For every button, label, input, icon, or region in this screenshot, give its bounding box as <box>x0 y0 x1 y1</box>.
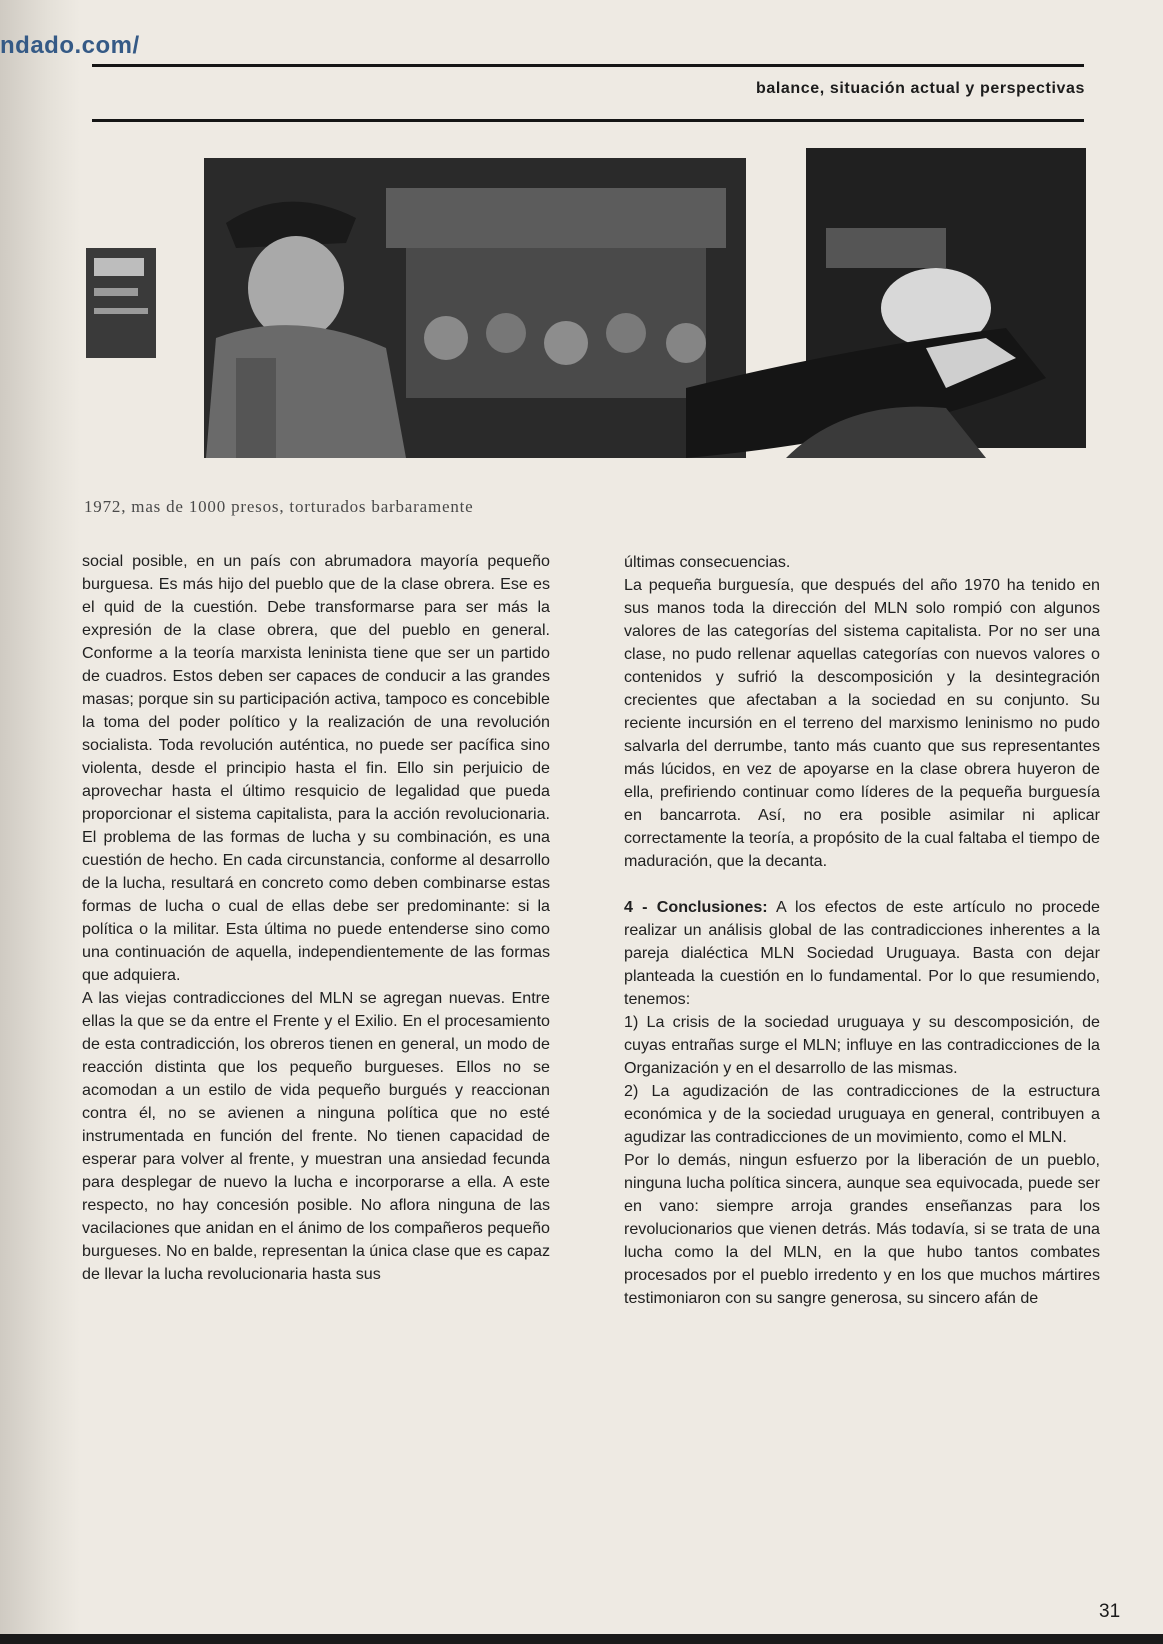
paragraph: La pequeña burguesía, que después del año 1970 ha tenido en sus manos toda la dirección del MLN solo rompió con algunos valores de las categorías del sistema capitalista. Por no ser una clase, no pudo rellenar aquellas categorías con nuevos valores o contenidos y sufrió la descomposición y la desintegración crecientes que afectaban a la sociedad en su conjunto. Su reciente incursión en el terreno del marxismo leninismo no pudo salvarla del derrumbe, tanto más cuanto que sus representantes más lúcidos, en vez de apoyarse en la clase obrera huyeron de ella, prefiriendo continuar como líderes de la pequeña burguesía en bancarrota. Así, no era posible asimilar ni aplicar correctamente la teoría, a propósito de la cual faltaba el tiempo de maduración, que la decanta. <box>624 576 1100 870</box>
paragraph-gap <box>624 873 1100 896</box>
news-photo <box>86 148 1086 478</box>
paragraph: social posible, en un país con abrumadora mayoría pequeño burguesa. Es más hijo del pueblo que de la clase obrera. Ese es el quid de la cuestión. Debe transformarse para ser más la expresión de la clase obrera, que del pueblo en general. Conforme a la teoría marxista leninista tiene que ser un partido de cuadros. Estos deben ser capaces de conducir a las grandes masas; porque sin su participación activa, tampoco es concebible la toma del poder político y la realización de una revolución socialista. Toda revolución auténtica, no puede ser pacífica sino violenta, desde el principio hasta el fin. Ello sin perjuicio de aprovechar hasta el último resquicio de legalidad que pueda proporcionar el sistema capitalista, para la acción revolucionaria. El problema de las formas de lucha y su combinación, es una cuestión de hecho. En cada circunstancia, conforme al desarrollo de la lucha, resultará en concreto como deben combinarse estas formas de lucha o cual de ellas debe ser predominante: si la política o la militar. Esta última no puede entenderse sino como una continuación de aquella, independientemente de las formas que adquiera. <box>82 552 550 984</box>
section-heading: 4 - Conclusiones: <box>624 898 768 916</box>
paragraph: últimas consecuencias. <box>624 553 791 571</box>
conclusions-paragraph <box>624 896 1100 1011</box>
left-column <box>82 550 550 1286</box>
header-rule-top <box>92 64 1084 67</box>
right-column <box>624 551 1100 1310</box>
page-number: 31 <box>1099 1601 1121 1622</box>
running-header: balance, situación actual y perspectivas <box>755 80 1085 97</box>
watermark-url: ndado.com/ <box>0 32 140 59</box>
paragraph: Por lo demás, ningun esfuerzo por la liberación de un pueblo, ninguna lucha política sincera, aunque sea equivocada, puede ser en vano: siempre arroja grandes enseñanzas para los revolucionarios que vienen detrás. Más todavía, si se trata de una lucha como la del MLN, en la que hubo tantos combates procesados por el pueblo irredento y en los que muchos mártires testimoniaron con su sangre generosa, su sincero afán de <box>624 1151 1100 1307</box>
list-item: 1) La crisis de la sociedad uruguaya y su descomposición, de cuyas entrañas surge el MLN; influye en las contradicciones de la Organización y en el desarrollo de las mismas. <box>624 1013 1100 1077</box>
paragraph-text: A los efectos de este artículo no procede realizar un análisis global de las contradicciones inherentes a la pareja dialéctica MLN Sociedad Uruguaya. Basta con dejar planteada la cuestión en lo fundamental. Por lo que resumiendo, tenemos: <box>624 898 1100 1008</box>
page-bottom-edge <box>0 1634 1163 1644</box>
header-rule-bottom <box>92 119 1084 122</box>
page-edge-shadow <box>0 0 80 1644</box>
paragraph: A las viejas contradicciones del MLN se agregan nuevas. Entre ellas la que se da entre el Frente y el Exilio. En el procesamiento de esta contradicción, los obreros tienen en general, un modo de reacción distinta que los pequeño burgueses. Ellos no se acomodan a un estilo de vida pequeño burgués y reaccionan contra él, no se avienen a ninguna política que no esté instrumentada en función del frente. No tienen capacidad de esperar para volver al frente, y muestran una ansiedad fecunda para desplegar de nuevo la lucha e incorporarse a ella. A este respecto, no hay concesión posible. No aflora ninguna de las vacilaciones que anidan en el ánimo de los compañeros pequeño burgueses. No en balde, representan la única clase que es capaz de llevar la lucha revolucionaria hasta sus <box>82 989 550 1283</box>
list-item: 2) La agudización de las contradicciones de la estructura económica y de la sociedad uruguaya en general, contribuyen a agudizar las contradicciones de un movimiento, como el MLN. <box>624 1082 1100 1146</box>
photo-caption: 1972, mas de 1000 presos, torturados barbaramente <box>84 497 474 516</box>
